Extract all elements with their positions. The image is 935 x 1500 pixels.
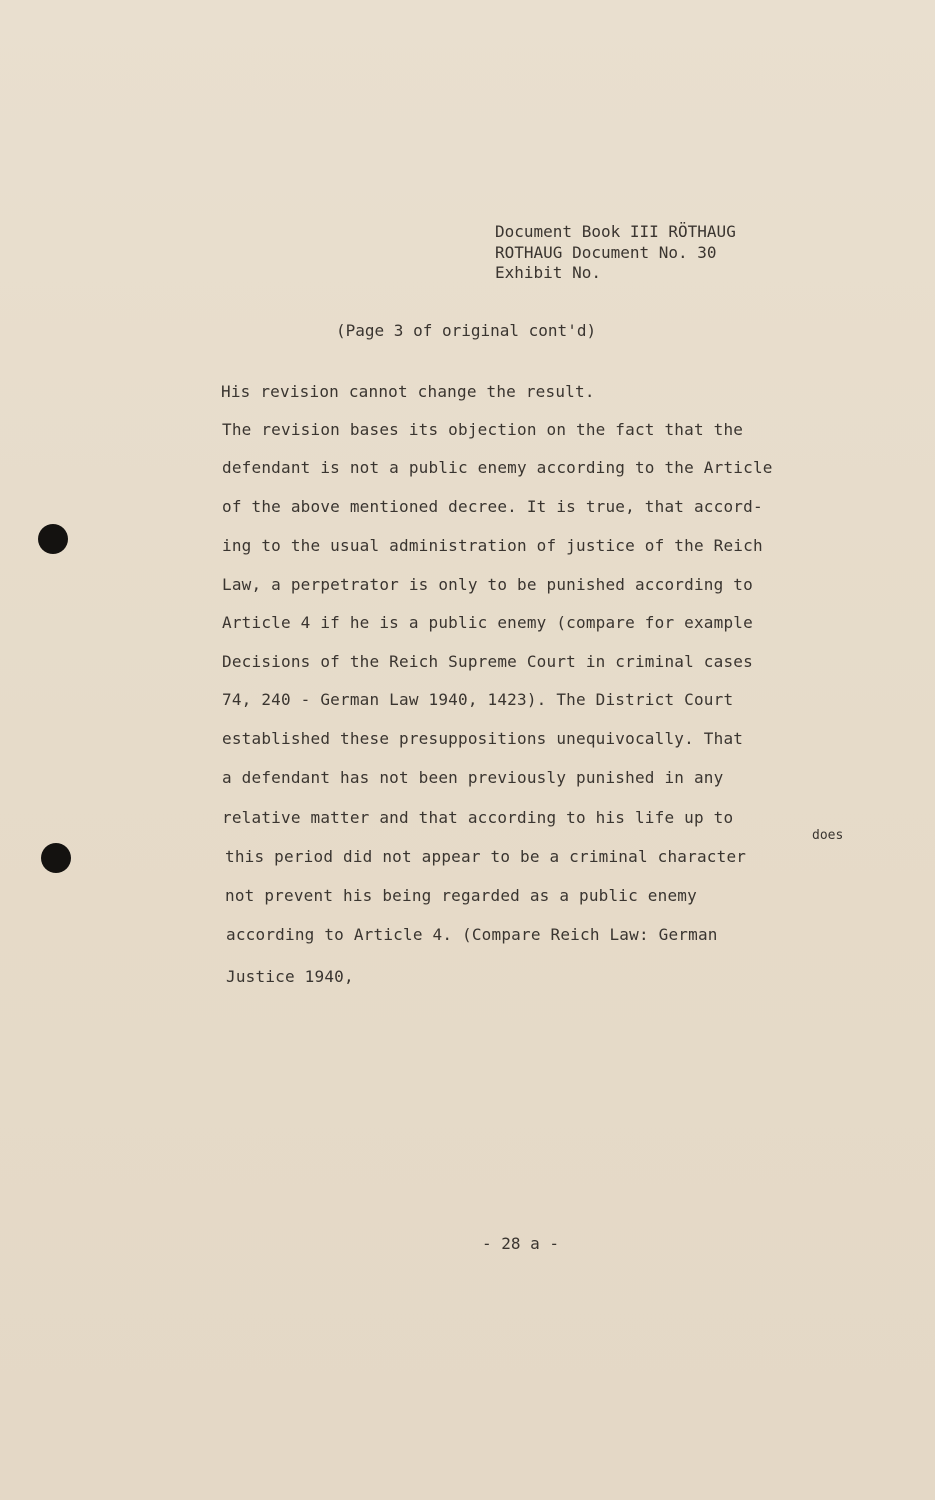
body-line: The revision bases its objection on the fact that the <box>222 420 744 439</box>
body-line: Justice 1940, <box>226 967 354 986</box>
body-line: Decisions of the Reich Supreme Court in criminal cases <box>222 652 753 671</box>
body-line: His revision cannot change the result. <box>221 382 595 401</box>
body-line: Article 4 if he is a public enemy (compare for example <box>222 613 753 632</box>
binder-hole <box>38 524 68 554</box>
body-line: of the above mentioned decree. It is true, that accord- <box>222 497 763 516</box>
body-line: according to Article 4. (Compare Reich Law: German <box>226 925 718 944</box>
body-line: ing to the usual administration of justice of the Reich <box>222 536 763 555</box>
header-book-line: Document Book III RÖTHAUG <box>495 222 736 241</box>
handwritten-insertion: does <box>812 828 844 843</box>
body-line: established these presuppositions unequivocally. That <box>222 729 744 748</box>
header-document-line: ROTHAUG Document No. 30 <box>495 242 717 262</box>
header-exhibit-line: Exhibit No. <box>495 263 601 282</box>
page-number: - 28 a - <box>482 1234 560 1253</box>
body-line: this period did not appear to be a criminal character <box>225 847 747 866</box>
continuation-note: (Page 3 of original cont'd) <box>336 321 597 340</box>
body-line: defendant is not a public enemy according to the Article <box>222 458 773 477</box>
body-line: a defendant has not been previously punished in any <box>222 768 724 787</box>
body-line: not prevent his being regarded as a public enemy <box>225 886 697 905</box>
document-header <box>495 222 736 284</box>
body-line: Law, a perpetrator is only to be punished according to <box>222 575 753 594</box>
binder-hole <box>41 843 71 873</box>
body-line: relative matter and that according to his life up to <box>222 808 734 827</box>
body-line: 74, 240 - German Law 1940, 1423). The District Court <box>222 690 734 709</box>
